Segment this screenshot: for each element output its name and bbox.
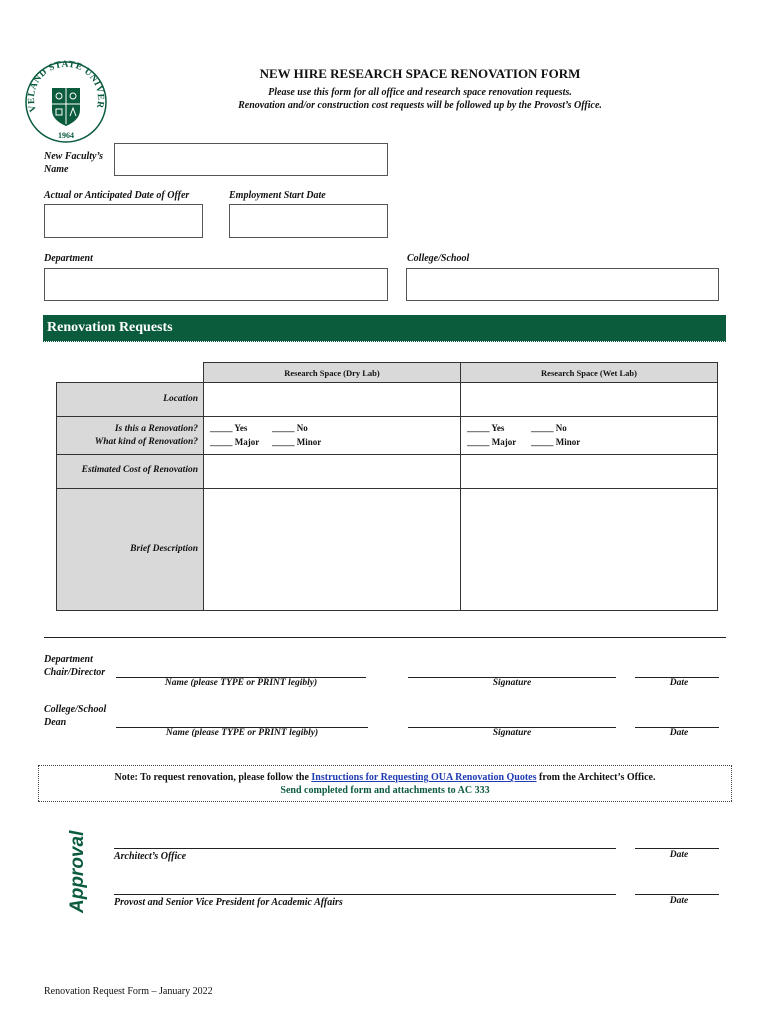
dry-major-option[interactable]: _____ Major bbox=[210, 437, 260, 447]
row-label-description: Brief Description bbox=[130, 544, 198, 554]
dry-lab-location-cell[interactable] bbox=[203, 382, 461, 417]
wet-lab-location-cell[interactable] bbox=[460, 382, 718, 417]
wet-major-option[interactable]: _____ Major bbox=[467, 437, 517, 447]
column-header-wet-lab: Research Space (Wet Lab) bbox=[460, 362, 718, 383]
row-label-cost: Estimated Cost of Renovation bbox=[81, 465, 198, 475]
faculty-name-label: New Faculty’s Name bbox=[44, 151, 103, 175]
form-title: NEW HIRE RESEARCH SPACE RENOVATION FORM bbox=[259, 66, 581, 81]
dry-no-option[interactable]: _____ No bbox=[272, 423, 308, 433]
seal-year: 1964 bbox=[58, 131, 74, 140]
provost-signature-line[interactable] bbox=[114, 894, 616, 895]
chair-date-caption: Date bbox=[669, 678, 689, 688]
section-bar-underline bbox=[43, 341, 726, 342]
start-date-field[interactable] bbox=[229, 204, 388, 238]
architect-date-caption: Date bbox=[669, 850, 689, 860]
wet-lab-cost-cell[interactable] bbox=[460, 454, 718, 489]
provost-label: Provost and Senior Vice President for Academic Affairs bbox=[114, 897, 343, 908]
wet-no-option[interactable]: _____ No bbox=[531, 423, 567, 433]
architect-date-line[interactable] bbox=[635, 848, 719, 849]
section-title: Renovation Requests bbox=[47, 320, 173, 335]
chair-signature-caption: Signature bbox=[492, 678, 532, 688]
dry-lab-description-cell[interactable] bbox=[203, 488, 461, 611]
row-label-renovation: Is this a Renovation? What kind of Renovation? bbox=[94, 424, 198, 447]
note-send-to: Send completed form and attachments to AC 333 bbox=[280, 785, 490, 796]
note-text: Note: To request renovation, please follow the Instructions for Requesting OUA Renovation Quotes from the Architect’s Office. Send completed form and attachments to AC 333 bbox=[40, 772, 730, 796]
wet-lab-renovation-cell bbox=[460, 416, 718, 455]
dry-yes-option[interactable]: _____ Yes bbox=[210, 423, 248, 433]
form-subtitle-1: Please use this form for all office and research space renovation requests. bbox=[268, 87, 572, 98]
offer-date-label: Actual or Anticipated Date of Offer bbox=[44, 190, 190, 201]
approval-vertical-title: Approval bbox=[67, 830, 88, 913]
dean-date-caption: Date bbox=[669, 728, 689, 738]
provost-date-caption: Date bbox=[669, 896, 689, 906]
university-seal-logo bbox=[24, 60, 108, 144]
form-subtitle-2: Renovation and/or construction cost requests will be followed up by the Provost’s Office. bbox=[238, 100, 602, 111]
note-box-bottom bbox=[38, 801, 732, 802]
row-label-location: Location bbox=[163, 394, 198, 404]
dean-label: College/School Dean bbox=[44, 704, 107, 728]
dean-signature-caption: Signature bbox=[492, 728, 532, 738]
wet-lab-description-cell[interactable] bbox=[460, 488, 718, 611]
instructions-link[interactable]: Instructions for Requesting OUA Renovation Quotes bbox=[311, 772, 537, 783]
column-header-dry-lab: Research Space (Dry Lab) bbox=[203, 362, 461, 383]
dry-minor-option[interactable]: _____ Minor bbox=[272, 437, 322, 447]
note-box-right bbox=[731, 765, 732, 801]
college-label: College/School bbox=[407, 253, 470, 264]
faculty-name-field[interactable] bbox=[114, 143, 388, 176]
renovation-table bbox=[56, 362, 718, 611]
department-label: Department bbox=[44, 253, 93, 264]
wet-yes-option[interactable]: _____ Yes bbox=[467, 423, 505, 433]
start-date-label: Employment Start Date bbox=[229, 190, 326, 201]
note-box-left bbox=[38, 765, 39, 801]
page-footer: Renovation Request Form – January 2022 bbox=[44, 986, 213, 997]
chair-label: Department Chair/Director bbox=[44, 654, 106, 678]
section-divider bbox=[44, 637, 726, 638]
note-box-top bbox=[38, 765, 732, 766]
dean-name-caption: Name (please TYPE or PRINT legibly) bbox=[165, 728, 319, 738]
seal-arc-text: VELAND STATE UNIVER bbox=[26, 60, 106, 113]
dry-lab-renovation-cell bbox=[203, 416, 461, 455]
provost-date-line[interactable] bbox=[635, 894, 719, 895]
architect-label: Architect’s Office bbox=[114, 851, 187, 862]
college-field[interactable] bbox=[406, 268, 719, 301]
chair-name-caption: Name (please TYPE or PRINT legibly) bbox=[164, 678, 318, 688]
dry-lab-cost-cell[interactable] bbox=[203, 454, 461, 489]
wet-minor-option[interactable]: _____ Minor bbox=[531, 437, 581, 447]
offer-date-field[interactable] bbox=[44, 204, 203, 238]
architect-signature-line[interactable] bbox=[114, 848, 616, 849]
department-field[interactable] bbox=[44, 268, 388, 301]
